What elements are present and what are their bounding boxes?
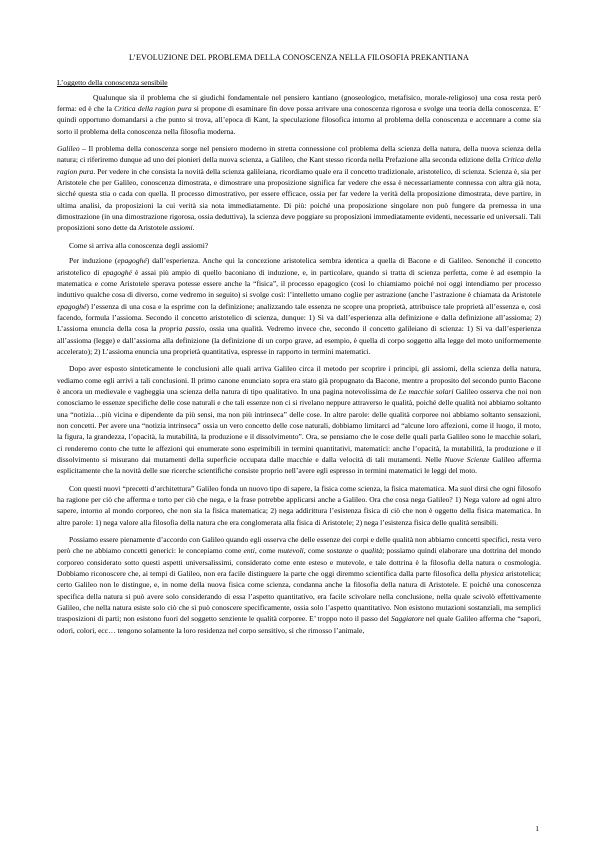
paragraph-architecture: Con questi nuovi “precetti d’architettura” Galileo fonda un nuovo tipo di sapere, la fisica come scienza, la fisica matematica. Ma suol dirsi che ogni filosofo ha ragione per ciò che afferma e torto per ciò che nega, e la frase potrebbe applicarsi anche a Galileo. Ora che cosa nega Galileo? 1) Nega valore ad ogni altro sapere, intorno al mondo corporeo, che non sia la fisica matematica; 2) nega addirittura l’esistenza fisica di ciò che non è oggetto della fisica matematica. In altre parole: 1) nega valore alla filosofia della natura che era conglomerata alla fisica di Aristotele; 2) nega l’esistenza fisica delle qualità sensibili. <box>57 483 541 527</box>
paragraph-question: Come si arriva alla conoscenza degli assiomi? <box>69 240 209 250</box>
paragraph-essences: Possiamo essere pienamente d’accordo con Galileo quando egli osserva che delle essenze dei corpi e delle qualità non abbiamo concetti specifici, resta vero però che ne abbiamo concetti generici: le concepiamo come enti, come mutevoli, come sostanze o qualità; possiamo quindi elaborare una dottrina del mondo corporeo considerato sotto questi aspetti universalissimi, considerato come ente esteso e mutevole, e tale dottrina è la filosofia della natura o cosmologia. Dobbiamo riconoscere che, ai tempi di Galileo, non era facile distinguere la parte che oggi diremmo scientifica dalla parte filosofica della physica aristotelica; certo Galileo non le distingue, e, in nome della nuova fisica come scienza, condanna anche la filosofia della natura di Aristotele. E poiché una conoscenza specifica della natura si può avere solo considerando di essa l’aspetto quantitativo, era facile scivolare nella conclusione, nella quale scivolò effettivamente Galileo, che nella natura esiste solo ciò che si può conoscere specificamente, ossia solo l’aspetto quantitativo. Non esistono mutazioni sostanziali, ma semplici trasposizioni di parti; non esistono fuori del soggetto senziente le qualità corporee. E’ troppo noto il passo del Saggiatore nel quale Galileo afferma che “sapori, odori, colori, ecc… tengono solamente la loro residenza nel corpo sensitivo, sì che rimosso l’animale, <box>57 535 541 635</box>
paragraph-method: Dopo aver esposto sinteticamente le conclusioni alle quali arriva Galileo circa il metodo per scoprire i principi, gli assiomi, della scienza della natura, vediamo come egli arrivi a tali conclusioni. Il primo canone enunciato sopra era stato già propugnato da Bacone, mentre a proposito del secondo punto Bacone è ancora un medievale e vagheggia una scienza della natura di tipo qualitativo. In una pagina notevolissima de Le macchie solari Galileo osserva che noi non conosciamo le essenze specifiche delle cose naturali e che tali essenze non ci si rivelano neppure attraverso le qualità, poiché delle qualità noi abbiamo soltanto una “notizia…più vicina e dipendente da più sensi, ma non più intrinseca” delle cose. In altre parole: delle qualità corporee noi abbiamo soltanto sensazioni, non concetti. Per avere una “notizia intrinseca” ossia un vero concetto delle cose naturali, dobbiamo limitarci ad “alcune loro affezioni, come il luogo, il moto, la figura, la grandezza, l’opacità, la mutabilità, la produzione e il dissolvimento”. Ora, se pensiamo che le cose delle quali parla Galileo sono le macchie solari, ci renderemo conto che tutte le affezioni qui enumerate sono esprimibili in termini quantitativi, matematici: anche l’opacità, la mutabilità, la produzione e il dissolvimento si misurano dai mutamenti della superficie occupata dalle macchie e dalla velocità di tali mutamenti. Nelle Nuove Scienze Galileo afferma esplicitamente che la novità delle sue ricerche scientifiche consiste proprio nell’avere egli espresso in termini matematici le leggi del moto. <box>57 364 542 476</box>
page-number: 1 <box>535 824 539 833</box>
section-heading: L’oggetto della conoscenza sensibile <box>57 78 168 88</box>
paragraph-galileo: Galileo – Il problema della conoscenza sorge nel pensiero moderno in stretta connessione col problema della scienza della natura, della nuova scienza della natura; ci riferiremo dunque ad uno dei pionieri della nuova scienza, a Galileo, che Kant stesso ricorda nella Prefazione alla seconda edizione della Critica della ragion pura. Per vedere in che consista la novità della scienza galileiana, ricordiamo quale era il concetto tradizionale, aristotelico, di scienza. Scienza è, sia per Aristotele che per Galileo, conoscenza dimostrata, e dimostrare una proposizione significa far vedere che essa è necessariamente connessa con altra già nota, sicché questa stia o cada con quella. Il processo dimostrativo, per essere efficace, ossia per far vedere la verità della proposizione dimostrata, deve partire, in ultima analisi, da proposizioni la cui verità sia nota immediatamente. Di più: poiché una proposizione singolare non può fungere da premessa in una dimostrazione (in una dimostrazione rigorosa, ossia deduttiva), la scienza deve poggiare su proposizioni immediatamente evidenti, necessarie ed universali. Tali proposizioni sono dette da Aristotele assiomi. <box>57 144 541 233</box>
document-title: L’EVOLUZIONE DEL PROBLEMA DELLA CONOSCENZA NELLA FILOSOFIA PREKANTIANA <box>129 53 469 62</box>
paragraph-induction: Per induzione (epagoghé) dall’esperienza. Anche qui la concezione aristotelica sembra identica a quella di Bacone e di Galileo. Senonché il concetto aristotelico di epagoghé è assai più ampio di quello baconiano di induzione, e, in particolare, quando si tratta di scienza perfetta, come è ad esempio la matematica e come Aristotele sperava potesse essere anche la “fisica”, il processo epagogico (così lo chiamiamo poiché noi oggi intendiamo per processo induttivo qualche cosa di diverso, come vedremo in seguito) si svolge così: l’intelletto umano coglie per astrazione (anche l’astrazione è chiamata da Aristotele epagoghé) l’essenza di una cosa e la esprime con la definizione; analizzando tale essenza ne scopre una proprietà, attribuisce tale proprietà all’essenza e, così facendo, formula l’assioma. Secondo il concetto aristotelico di scienza, dunque: 1) Si va dall’esperienza alla definizione e dalla definizione all’assioma; 2) L’assioma enuncia della cosa la propria passio, ossia una qualità. Vedremo invece che, secondo il concetto galileiano di scienza: 1) Si va dall’esperienza all’assioma (legge) e dall’assioma alla definizione (la definizione di un corpo grave, ad esempio, è quella di corpo soggetto alla legge del moto uniformemente accelerato); 2) L’assioma enuncia una proprietà quantitativa, espresse in rapporto in termini matematici. <box>57 256 541 356</box>
paragraph-intro: Qualunque sia il problema che si giudichi fondamentale nel pensiero kantiano (gnoseologico, metafisico, morale-religioso) una cosa resta però ferma: ed è che la Critica della ragion pura si propone di esaminare fin dove possa arrivare una conoscenza rigorosa e svolge una teoria della conoscenza. E’ quindi opportuno domandarsi a che punto si trova, all’epoca di Kant, la speculazione filosofica intorno al problema della conoscenza e accennare a come sia sorto il problema della conoscenza nella filosofia moderna. <box>57 92 541 136</box>
